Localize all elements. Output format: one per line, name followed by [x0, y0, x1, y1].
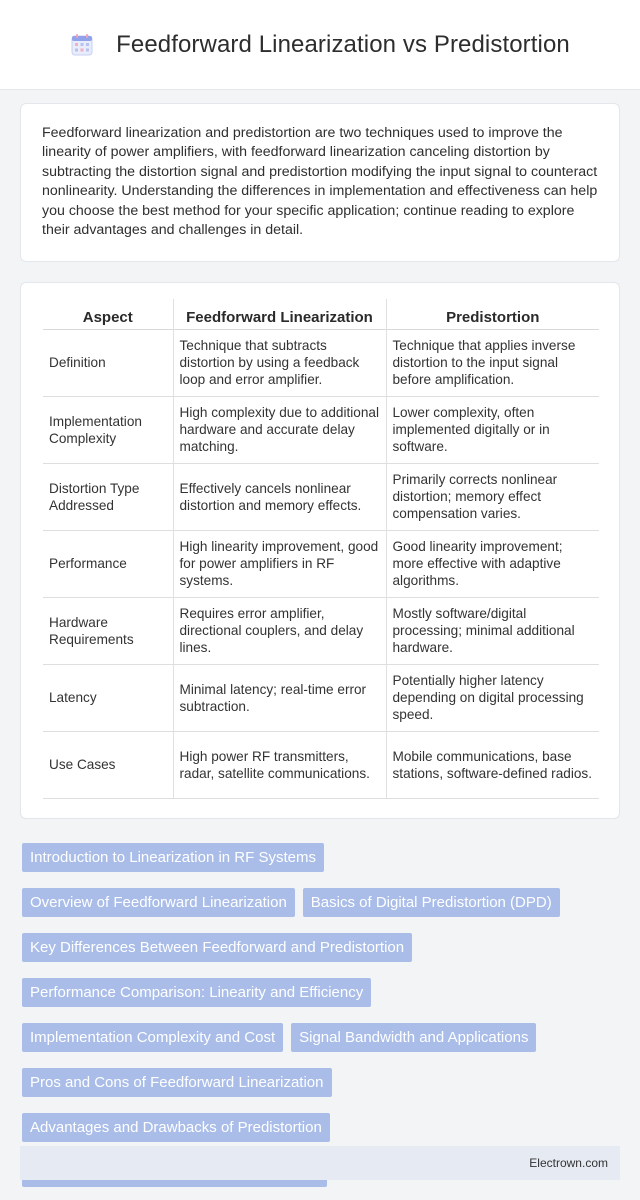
table-cell-aspect: Use Cases [43, 731, 173, 798]
table-cell-predistortion: Primarily corrects nonlinear distortion; memory effect compensation varies. [386, 463, 599, 530]
table-cell-predistortion: Good linearity improvement; more effective with adaptive algorithms. [386, 530, 599, 597]
table-cell-feedforward: Minimal latency; real-time error subtraction. [173, 664, 386, 731]
table-cell-aspect: Implementation Complexity [43, 396, 173, 463]
comparison-table [43, 299, 599, 799]
table-cell-aspect: Definition [43, 329, 173, 396]
intro-card [20, 103, 620, 262]
table-cell-feedforward: Technique that subtracts distortion by using a feedback loop and error amplifier. [173, 329, 386, 396]
table-row [43, 463, 599, 530]
table-cell-predistortion: Mobile communications, base stations, software-defined radios. [386, 731, 599, 798]
link-signal-bandwidth[interactable]: Signal Bandwidth and Applications [291, 1023, 536, 1052]
link-advantages-predistortion[interactable]: Advantages and Drawbacks of Predistortion [22, 1113, 330, 1142]
table-cell-feedforward: Requires error amplifier, directional couplers, and delay lines. [173, 597, 386, 664]
table-cell-feedforward: Effectively cancels nonlinear distortion and memory effects. [173, 463, 386, 530]
intro-paragraph: Feedforward linearization and predistortion are two techniques used to improve the linearity of power amplifiers, with feedforward linearization canceling distortion by subtracting the distortion signal and predistortion modifying the input signal to counteract nonlinearity. Understanding the differences in implementation and effectiveness can help you choose the best method for your specific application; continue reading to explore their advantages and challenges in detail. [42, 125, 598, 239]
table-row [43, 530, 599, 597]
link-pros-cons-feedforward[interactable]: Pros and Cons of Feedforward Linearization [22, 1068, 332, 1097]
table-row [43, 597, 599, 664]
header-inner [70, 31, 570, 59]
table-cell-predistortion: Lower complexity, often implemented digitally or in software. [386, 396, 599, 463]
table-row [43, 664, 599, 731]
link-implementation-cost[interactable]: Implementation Complexity and Cost [22, 1023, 283, 1052]
link-performance-comparison[interactable]: Performance Comparison: Linearity and Efficiency [22, 978, 371, 1007]
link-basics-dpd[interactable]: Basics of Digital Predistortion (DPD) [303, 888, 560, 917]
page-title: Feedforward Linearization vs Predistortion [116, 30, 570, 58]
link-intro-linearization[interactable]: Introduction to Linearization in RF Systems [22, 843, 324, 872]
table-row [43, 396, 599, 463]
column-header-predistortion: Predistortion [386, 299, 599, 329]
footer-site-name[interactable]: Electrown.com [529, 1156, 608, 1170]
page-header [0, 0, 640, 90]
table-cell-predistortion: Technique that applies inverse distortion to the input signal before amplification. [386, 329, 599, 396]
table-cell-predistortion: Potentially higher latency depending on digital processing speed. [386, 664, 599, 731]
table-cell-predistortion: Mostly software/digital processing; minimal additional hardware. [386, 597, 599, 664]
table-row [43, 731, 599, 798]
comparison-table-card [20, 282, 620, 819]
table-cell-aspect: Hardware Requirements [43, 597, 173, 664]
column-header-feedforward: Feedforward Linearization [173, 299, 386, 329]
link-overview-feedforward[interactable]: Overview of Feedforward Linearization [22, 888, 295, 917]
table-header-row [43, 299, 599, 329]
table-cell-feedforward: High complexity due to additional hardware and accurate delay matching. [173, 396, 386, 463]
table-cell-aspect: Distortion Type Addressed [43, 463, 173, 530]
related-topics-links [22, 843, 618, 1187]
link-key-differences[interactable]: Key Differences Between Feedforward and Predistortion [22, 933, 412, 962]
table-cell-feedforward: High power RF transmitters, radar, satellite communications. [173, 731, 386, 798]
column-header-aspect: Aspect [43, 299, 173, 329]
table-cell-feedforward: High linearity improvement, good for power amplifiers in RF systems. [173, 530, 386, 597]
table-row [43, 329, 599, 396]
calendar-grid-icon [70, 33, 94, 57]
table-cell-aspect: Latency [43, 664, 173, 731]
table-cell-aspect: Performance [43, 530, 173, 597]
page-footer [20, 1146, 620, 1180]
